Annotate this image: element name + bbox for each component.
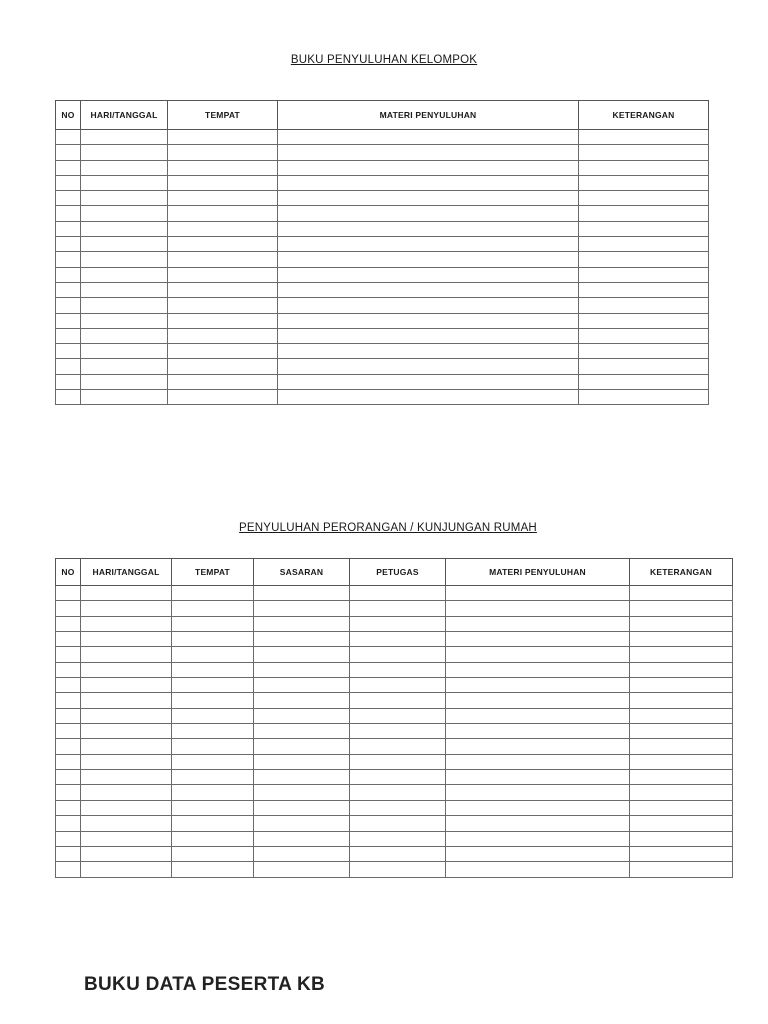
table-cell — [168, 160, 278, 175]
table-cell — [350, 816, 446, 831]
table-cell — [56, 601, 81, 616]
table-cell — [579, 267, 709, 282]
table-cell — [446, 800, 630, 815]
table-cell — [446, 785, 630, 800]
table-cell — [81, 298, 168, 313]
table-cell — [81, 282, 168, 297]
table-cell — [56, 708, 81, 723]
table-row — [56, 160, 709, 175]
table-cell — [350, 831, 446, 846]
table-cell — [278, 267, 579, 282]
table-cell — [172, 800, 254, 815]
table-cell — [81, 267, 168, 282]
table-cell — [56, 816, 81, 831]
table-cell — [630, 785, 733, 800]
table-cell — [56, 191, 81, 206]
table-cell — [254, 647, 350, 662]
table-cell — [168, 313, 278, 328]
table-cell — [81, 252, 168, 267]
table-cell — [579, 221, 709, 236]
table-row — [56, 390, 709, 405]
table-cell — [254, 862, 350, 877]
table-row — [56, 374, 709, 389]
table-row — [56, 632, 733, 647]
table-cell — [172, 739, 254, 754]
table-cell — [254, 586, 350, 601]
table-cell — [56, 770, 81, 785]
table-cell — [446, 616, 630, 631]
table-cell — [350, 616, 446, 631]
table-cell — [579, 160, 709, 175]
table-cell — [56, 145, 81, 160]
table-cell — [630, 724, 733, 739]
table-cell — [168, 328, 278, 343]
table-cell — [56, 252, 81, 267]
table-cell — [254, 693, 350, 708]
table-cell — [56, 344, 81, 359]
table-cell — [254, 770, 350, 785]
table-cell — [168, 237, 278, 252]
table-cell — [81, 601, 172, 616]
table-cell — [56, 390, 81, 405]
table-cell — [81, 770, 172, 785]
table-cell — [81, 191, 168, 206]
table-cell — [168, 130, 278, 145]
table-cell — [579, 282, 709, 297]
table-cell — [81, 206, 168, 221]
table-cell — [56, 160, 81, 175]
table-cell — [630, 586, 733, 601]
table-cell — [56, 359, 81, 374]
col-header-no: NO — [56, 101, 81, 130]
table-cell — [254, 708, 350, 723]
table-cell — [350, 739, 446, 754]
table-row — [56, 724, 733, 739]
table-cell — [446, 632, 630, 647]
section3-title: BUKU DATA PESERTA KB — [84, 974, 326, 995]
table-cell — [56, 206, 81, 221]
table-cell — [81, 130, 168, 145]
table-cell — [168, 191, 278, 206]
table-cell — [56, 831, 81, 846]
table-cell — [579, 175, 709, 190]
table-cell — [168, 282, 278, 297]
table-cell — [446, 662, 630, 677]
table-row — [56, 662, 733, 677]
table-cell — [278, 221, 579, 236]
table-cell — [350, 662, 446, 677]
table-cell — [446, 708, 630, 723]
table-cell — [446, 770, 630, 785]
table-cell — [579, 344, 709, 359]
table-cell — [172, 616, 254, 631]
table-cell — [172, 601, 254, 616]
section1-title: BUKU PENYULUHAN KELOMPOK — [290, 54, 478, 66]
table-cell — [56, 724, 81, 739]
table-cell — [579, 390, 709, 405]
table-cell — [350, 632, 446, 647]
table-row — [56, 831, 733, 846]
table-row — [56, 145, 709, 160]
table-row — [56, 130, 709, 145]
table-cell — [172, 816, 254, 831]
table-cell — [56, 267, 81, 282]
table-cell — [278, 344, 579, 359]
table-cell — [56, 313, 81, 328]
table-cell — [168, 390, 278, 405]
table-cell — [254, 678, 350, 693]
table-cell — [446, 693, 630, 708]
table-cell — [172, 693, 254, 708]
table-cell — [350, 862, 446, 877]
table-cell — [168, 175, 278, 190]
table-cell — [579, 237, 709, 252]
table-cell — [172, 846, 254, 861]
table-cell — [81, 160, 168, 175]
table-cell — [630, 632, 733, 647]
table-row — [56, 739, 733, 754]
table-cell — [56, 282, 81, 297]
table-row — [56, 221, 709, 236]
table-cell — [168, 206, 278, 221]
table-cell — [446, 647, 630, 662]
table-cell — [172, 647, 254, 662]
table-cell — [350, 724, 446, 739]
table-cell — [81, 862, 172, 877]
table-cell — [56, 785, 81, 800]
col-header-no: NO — [56, 559, 81, 586]
table-row — [56, 601, 733, 616]
col-header-target: SASARAN — [254, 559, 350, 586]
table-row — [56, 846, 733, 861]
table-row — [56, 770, 733, 785]
table-cell — [168, 298, 278, 313]
table-cell — [630, 800, 733, 815]
table-cell — [81, 816, 172, 831]
table-cell — [254, 800, 350, 815]
table-cell — [278, 160, 579, 175]
table-cell — [278, 390, 579, 405]
table-cell — [579, 359, 709, 374]
table-cell — [350, 708, 446, 723]
col-header-material: MATERI PENYULUHAN — [446, 559, 630, 586]
table-row — [56, 862, 733, 877]
table-cell — [278, 175, 579, 190]
table-cell — [172, 770, 254, 785]
table-cell — [446, 586, 630, 601]
col-header-notes: KETERANGAN — [630, 559, 733, 586]
table-cell — [172, 754, 254, 769]
table-row — [56, 693, 733, 708]
table-cell — [81, 313, 168, 328]
table-cell — [254, 754, 350, 769]
table-cell — [579, 298, 709, 313]
table-cell — [350, 754, 446, 769]
table-cell — [446, 862, 630, 877]
table-cell — [81, 359, 168, 374]
table-cell — [81, 800, 172, 815]
col-header-notes: KETERANGAN — [579, 101, 709, 130]
table-row — [56, 298, 709, 313]
table-cell — [630, 770, 733, 785]
table-cell — [81, 237, 168, 252]
table-row — [56, 328, 709, 343]
section2-title: PENYULUHAN PERORANGAN / KUNJUNGAN RUMAH — [239, 522, 537, 534]
table-cell — [350, 846, 446, 861]
table-cell — [350, 678, 446, 693]
table-cell — [254, 739, 350, 754]
table-cell — [630, 601, 733, 616]
table-row — [56, 282, 709, 297]
table-cell — [254, 831, 350, 846]
table-cell — [254, 601, 350, 616]
table-cell — [81, 708, 172, 723]
table-cell — [81, 616, 172, 631]
table-cell — [254, 724, 350, 739]
table-header-row — [56, 559, 733, 586]
table-cell — [630, 739, 733, 754]
table-cell — [278, 313, 579, 328]
col-header-place: TEMPAT — [172, 559, 254, 586]
table-cell — [446, 724, 630, 739]
table-row — [56, 267, 709, 282]
table-cell — [254, 846, 350, 861]
table-cell — [446, 754, 630, 769]
table-cell — [278, 298, 579, 313]
table-cell — [278, 359, 579, 374]
table-cell — [56, 693, 81, 708]
table-cell — [350, 770, 446, 785]
table-cell — [446, 846, 630, 861]
table-row — [56, 816, 733, 831]
col-header-date: HARI/TANGGAL — [81, 559, 172, 586]
table-cell — [254, 785, 350, 800]
table-cell — [81, 175, 168, 190]
table-cell — [172, 708, 254, 723]
table-cell — [81, 831, 172, 846]
table-row — [56, 616, 733, 631]
table-cell — [579, 252, 709, 267]
table-cell — [81, 145, 168, 160]
table-row — [56, 359, 709, 374]
table-cell — [56, 586, 81, 601]
table-cell — [630, 678, 733, 693]
table-cell — [81, 724, 172, 739]
table-cell — [56, 647, 81, 662]
table-cell — [350, 647, 446, 662]
table-cell — [254, 662, 350, 677]
table-row — [56, 586, 733, 601]
table-cell — [172, 678, 254, 693]
table-cell — [630, 662, 733, 677]
table-row — [56, 754, 733, 769]
table-row — [56, 313, 709, 328]
table-cell — [630, 708, 733, 723]
table-cell — [56, 374, 81, 389]
table-row — [56, 708, 733, 723]
table-cell — [278, 374, 579, 389]
table-cell — [579, 206, 709, 221]
individual-counseling-table — [55, 558, 733, 878]
table-cell — [579, 145, 709, 160]
table-cell — [56, 662, 81, 677]
table-cell — [56, 237, 81, 252]
table-cell — [172, 586, 254, 601]
table-cell — [446, 601, 630, 616]
table-cell — [172, 785, 254, 800]
table-row — [56, 344, 709, 359]
table-cell — [172, 862, 254, 877]
table-header-row — [56, 101, 709, 130]
table-cell — [56, 846, 81, 861]
table-cell — [81, 693, 172, 708]
table-cell — [81, 662, 172, 677]
table-row — [56, 237, 709, 252]
table-cell — [172, 662, 254, 677]
table-cell — [254, 816, 350, 831]
table-cell — [56, 739, 81, 754]
table-cell — [254, 616, 350, 631]
table-cell — [81, 785, 172, 800]
table-cell — [81, 678, 172, 693]
table-cell — [172, 632, 254, 647]
table-cell — [81, 390, 168, 405]
table-cell — [56, 800, 81, 815]
table-cell — [350, 800, 446, 815]
table-cell — [278, 130, 579, 145]
col-header-officer: PETUGAS — [350, 559, 446, 586]
table-cell — [579, 191, 709, 206]
table-cell — [81, 739, 172, 754]
table-cell — [630, 846, 733, 861]
table-cell — [630, 693, 733, 708]
table-cell — [254, 632, 350, 647]
table-cell — [172, 831, 254, 846]
table-cell — [168, 252, 278, 267]
table-cell — [168, 344, 278, 359]
table-cell — [56, 616, 81, 631]
table-cell — [172, 724, 254, 739]
table-cell — [81, 632, 172, 647]
table-cell — [168, 145, 278, 160]
table-cell — [278, 252, 579, 267]
table-cell — [579, 328, 709, 343]
table-cell — [56, 130, 81, 145]
table-row — [56, 191, 709, 206]
table-row — [56, 800, 733, 815]
table-cell — [168, 359, 278, 374]
table-cell — [630, 754, 733, 769]
table-cell — [579, 313, 709, 328]
table-cell — [630, 816, 733, 831]
table-cell — [56, 678, 81, 693]
table-cell — [630, 862, 733, 877]
table-cell — [278, 145, 579, 160]
table-cell — [56, 862, 81, 877]
table-row — [56, 647, 733, 662]
table-cell — [81, 754, 172, 769]
table-cell — [81, 328, 168, 343]
table-cell — [350, 601, 446, 616]
table-row — [56, 175, 709, 190]
table-cell — [630, 647, 733, 662]
table-cell — [81, 374, 168, 389]
table-row — [56, 678, 733, 693]
table-cell — [446, 739, 630, 754]
col-header-material: MATERI PENYULUHAN — [278, 101, 579, 130]
table-cell — [168, 221, 278, 236]
table-cell — [168, 267, 278, 282]
table-cell — [278, 191, 579, 206]
table-cell — [81, 647, 172, 662]
table-cell — [81, 221, 168, 236]
table-cell — [278, 282, 579, 297]
table-cell — [168, 374, 278, 389]
table-cell — [630, 831, 733, 846]
table-cell — [56, 175, 81, 190]
table-cell — [350, 586, 446, 601]
table-cell — [446, 678, 630, 693]
table-row — [56, 206, 709, 221]
table-cell — [350, 785, 446, 800]
table-cell — [56, 754, 81, 769]
table-cell — [579, 374, 709, 389]
col-header-date: HARI/TANGGAL — [81, 101, 168, 130]
table-cell — [446, 816, 630, 831]
table-cell — [81, 344, 168, 359]
group-counseling-table — [55, 100, 709, 405]
table-cell — [278, 328, 579, 343]
table-cell — [579, 130, 709, 145]
table-row — [56, 785, 733, 800]
table-cell — [56, 298, 81, 313]
table-cell — [630, 616, 733, 631]
table-cell — [81, 846, 172, 861]
table-row — [56, 252, 709, 267]
table-cell — [446, 831, 630, 846]
table-cell — [56, 632, 81, 647]
table-cell — [350, 693, 446, 708]
table-cell — [81, 586, 172, 601]
table-cell — [56, 328, 81, 343]
table-cell — [56, 221, 81, 236]
table-cell — [278, 237, 579, 252]
table-cell — [278, 206, 579, 221]
col-header-place: TEMPAT — [168, 101, 278, 130]
